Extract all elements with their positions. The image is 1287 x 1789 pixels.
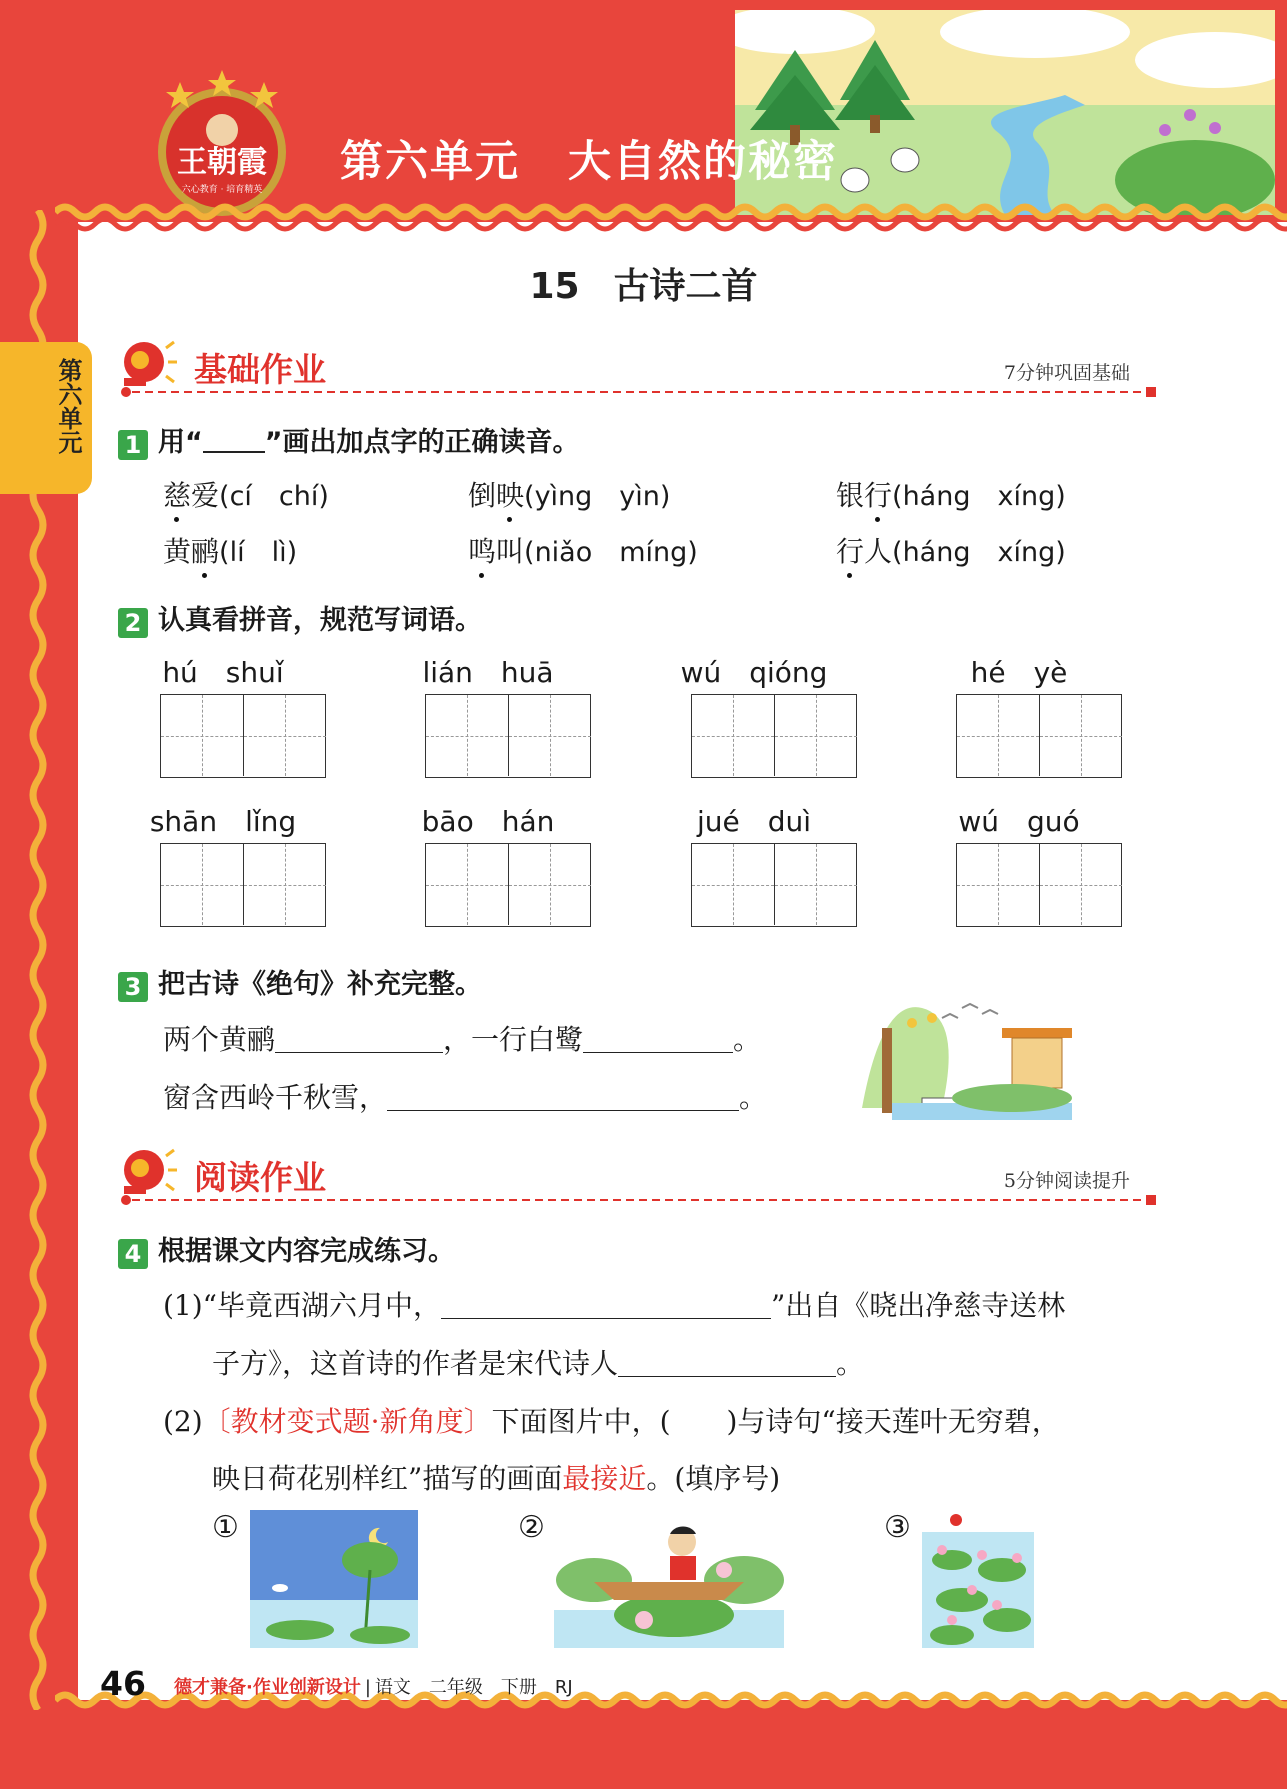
question-2 bbox=[118, 598, 482, 638]
pinyin-options[interactable]: (háng xíng) bbox=[892, 481, 1066, 512]
option-label-2[interactable]: ② bbox=[518, 1510, 545, 1545]
pinyin-options[interactable]: (niǎo míng) bbox=[524, 537, 698, 568]
q1-item-4[interactable] bbox=[163, 530, 297, 570]
q4-text-span: 。 bbox=[836, 1347, 865, 1380]
word-char: 倒 bbox=[468, 479, 497, 512]
q1-item-3[interactable] bbox=[836, 474, 1066, 514]
q3-text: 把古诗《绝句》补充完整。 bbox=[158, 969, 482, 1000]
word-char: 银 bbox=[836, 479, 865, 512]
pinyin-label: hé yè bbox=[970, 656, 1068, 689]
answer-blank[interactable] bbox=[275, 1026, 443, 1053]
q4-text-span: 映日荷花别样红”描写的画面 bbox=[212, 1462, 563, 1495]
dotted-char: 映 bbox=[496, 474, 524, 514]
q4-part2-line1 bbox=[163, 1400, 1060, 1440]
poem-line-2 bbox=[163, 1076, 767, 1116]
pinyin-label: wú qióng bbox=[680, 656, 828, 689]
unit-title bbox=[340, 128, 838, 189]
poem-text: 窗含西岭千秋雪， bbox=[163, 1081, 388, 1114]
poem-text: 。 bbox=[739, 1081, 768, 1114]
question-3 bbox=[118, 962, 482, 1002]
q2-text: 认真看拼音，规范写词语。 bbox=[158, 605, 482, 636]
lesson-name: 古诗二首 bbox=[613, 266, 758, 307]
section-divider bbox=[120, 386, 1160, 398]
footer-info bbox=[174, 1673, 573, 1699]
poem-text: ，一行白鹭 bbox=[443, 1023, 584, 1056]
question-number-badge: 1 bbox=[118, 430, 148, 460]
footer-brand: 德才兼备·作业创新设计 bbox=[174, 1677, 361, 1698]
pinyin-options[interactable]: (háng xíng) bbox=[892, 537, 1066, 568]
footer-separator: | bbox=[364, 1677, 371, 1698]
writing-grid[interactable] bbox=[956, 843, 1122, 927]
pinyin-label: lián huā bbox=[422, 656, 554, 689]
footer-book-info: 语文 二年级 下册 RJ bbox=[374, 1677, 573, 1698]
word-char: 叫 bbox=[496, 535, 525, 568]
writing-grid[interactable] bbox=[956, 694, 1122, 778]
q4-text-span: 子方》，这首诗的作者是宋代诗人 bbox=[212, 1347, 619, 1380]
section-header-reading bbox=[118, 1146, 1168, 1206]
svg-text:六心教育 · 培育精英: 六心教育 · 培育精英 bbox=[181, 185, 263, 195]
option-2-child-in-boat-image[interactable] bbox=[554, 1510, 784, 1648]
option-3-lotus-field-image[interactable] bbox=[922, 1510, 1034, 1648]
section-divider bbox=[120, 1194, 1160, 1206]
option-label-3[interactable]: ③ bbox=[884, 1510, 911, 1545]
q4-text-span: (1)“毕竟西湖六月中， bbox=[163, 1289, 441, 1322]
pinyin-options[interactable]: (cí chí) bbox=[219, 481, 329, 512]
dotted-char: 行 bbox=[864, 474, 892, 514]
question-number-badge: 2 bbox=[118, 608, 148, 638]
section-label: 阅读作业 bbox=[194, 1158, 326, 1197]
section-header-basic bbox=[118, 338, 1168, 398]
q1-item-1[interactable] bbox=[163, 474, 329, 514]
lesson-title bbox=[0, 258, 1287, 309]
dotted-char: 鸣 bbox=[468, 530, 496, 570]
q1-suffix: ”画出加点字的正确读音。 bbox=[264, 427, 580, 458]
dotted-char: 慈 bbox=[163, 474, 191, 514]
q4-text-span: ”出自《晓出净慈寺送林 bbox=[770, 1289, 1066, 1322]
poem-text: 。 bbox=[733, 1023, 762, 1056]
unit-theme: 大自然的秘密 bbox=[568, 137, 838, 187]
emphasis-text: 最接近 bbox=[562, 1462, 647, 1495]
pinyin-label: bāo hán bbox=[421, 805, 555, 838]
word-char: 黄 bbox=[163, 535, 192, 568]
side-tab-label: 第六单元 bbox=[54, 358, 82, 454]
pinyin-options[interactable]: (lí lì) bbox=[219, 537, 298, 568]
q4-text-span: (2) bbox=[163, 1405, 203, 1438]
question-tag: 〔教材变式题·新角度〕 bbox=[202, 1405, 492, 1438]
dotted-char: 鹂 bbox=[191, 530, 219, 570]
q1-item-2[interactable] bbox=[468, 474, 670, 514]
q4-part1-line1 bbox=[163, 1284, 1065, 1324]
svg-text:王朝霞: 王朝霞 bbox=[177, 145, 267, 180]
word-char: 爱 bbox=[191, 479, 220, 512]
underline-sample bbox=[203, 429, 265, 453]
q1-item-5[interactable] bbox=[468, 530, 698, 570]
q4-text: 根据课文内容完成练习。 bbox=[158, 1236, 455, 1267]
question-4 bbox=[118, 1229, 455, 1269]
question-number-badge: 4 bbox=[118, 1239, 148, 1269]
pinyin-label: shān lǐng bbox=[149, 805, 297, 838]
option-1-night-lotus-image[interactable] bbox=[250, 1510, 418, 1648]
writing-grid[interactable] bbox=[160, 843, 326, 927]
poem-line-1 bbox=[163, 1018, 761, 1058]
writing-grid[interactable] bbox=[160, 694, 326, 778]
answer-blank[interactable] bbox=[618, 1350, 836, 1377]
word-char: 人 bbox=[864, 535, 893, 568]
section-label: 基础作业 bbox=[194, 350, 326, 389]
pinyin-label: wú guó bbox=[958, 805, 1080, 838]
page-number: 46 bbox=[100, 1664, 146, 1703]
answer-blank[interactable] bbox=[441, 1292, 771, 1319]
section-time-note: 5分钟阅读提升 bbox=[1003, 1170, 1130, 1192]
section-time-note: 7分钟巩固基础 bbox=[1003, 362, 1130, 384]
answer-blank[interactable] bbox=[583, 1026, 733, 1053]
dotted-char: 行 bbox=[836, 530, 864, 570]
lesson-number: 15 bbox=[529, 266, 580, 307]
writing-grid[interactable] bbox=[425, 694, 591, 778]
writing-grid[interactable] bbox=[691, 694, 857, 778]
writing-grid[interactable] bbox=[691, 843, 857, 927]
pinyin-label: jué duì bbox=[696, 805, 812, 838]
pinyin-label: hú shuǐ bbox=[162, 656, 284, 689]
q1-item-6[interactable] bbox=[836, 530, 1066, 570]
q4-part1-line2 bbox=[212, 1342, 864, 1382]
willow-orioles-illustration bbox=[852, 988, 1080, 1120]
q4-text-span: 下面图片中，( )与诗句“接天莲叶无穷碧， bbox=[491, 1405, 1060, 1438]
writing-grid[interactable] bbox=[425, 843, 591, 927]
brand-badge-logo bbox=[150, 60, 295, 220]
wave-border-top bbox=[55, 198, 1287, 234]
poem-text: 两个黄鹂 bbox=[163, 1023, 276, 1056]
q4-part2-line2 bbox=[212, 1457, 780, 1497]
q4-text-span: 。(填序号) bbox=[646, 1462, 781, 1495]
answer-blank[interactable] bbox=[387, 1084, 739, 1111]
pinyin-options[interactable]: (yìng yìn) bbox=[524, 481, 671, 512]
q1-prefix: 用“ bbox=[158, 427, 203, 458]
question-number-badge: 3 bbox=[118, 972, 148, 1002]
unit-number: 第六单元 bbox=[340, 137, 520, 187]
unit-side-tab[interactable] bbox=[0, 342, 92, 494]
option-label-1[interactable]: ① bbox=[212, 1510, 239, 1545]
question-1 bbox=[118, 420, 580, 460]
